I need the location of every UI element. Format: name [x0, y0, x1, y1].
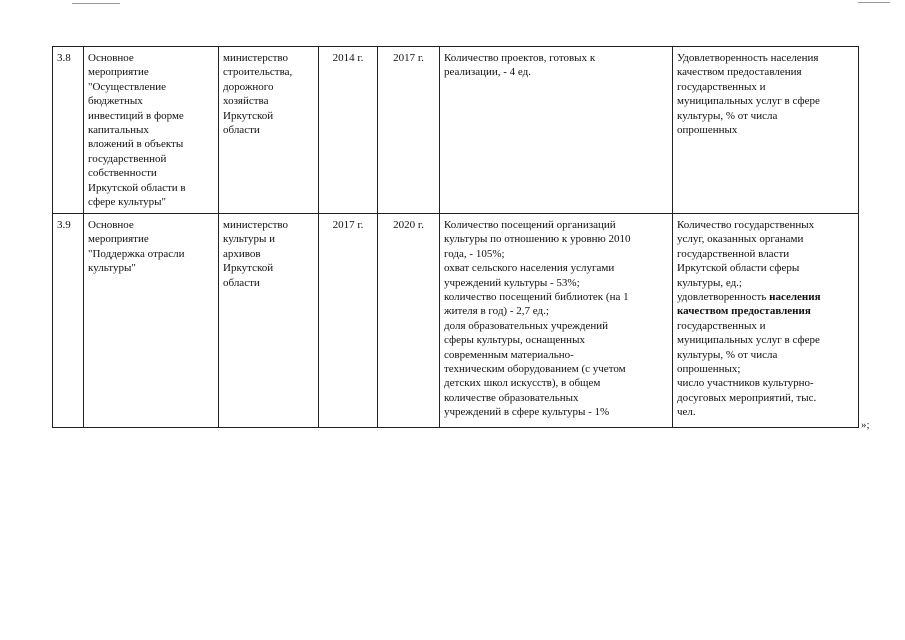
- end-year: 2020 г.: [378, 214, 440, 428]
- indicator-text-part2: государственных и муниципальных услуг в сфере культуры, % от числа опрошенных; число участников культурно- досуговых мероприятий, тыс. чел.: [677, 319, 820, 419]
- expected-result: Количество проектов, готовых к реализации, - 4 ед.: [440, 47, 673, 214]
- row-number: 3.8: [53, 47, 84, 214]
- event-name: Основное мероприятие "Осуществление бюджетных инвестиций в форме капитальных вложений в объекты государственной собственности Иркутской области в сфере культуры": [84, 47, 219, 214]
- closing-quote-mark: »;: [861, 419, 870, 431]
- indicator-text-part1: Количество государственных услуг, оказанных органами государственной власти Иркутской области сферы культуры, ед.; удовлетворенность: [677, 219, 815, 304]
- expected-result: Количество посещений организаций культуры по отношению к уровню 2010 года, - 105%; охват сельского населения услугами учреждений культуры - 53%; количество посещений библиотек (на 1 жителя в год) - 2,7 ед.; доля образовательных учреждений сферы культуры, оснащенных современным материально- техническим оборудованием (с учетом детских школ искусств), в общем количестве образовательных учреждений в сфере культуры - 1%: [440, 214, 673, 428]
- table-row: [53, 214, 859, 428]
- target-indicator: Удовлетворенность населения качеством предоставления государственных и муниципальных услуг в сфере культуры, % от числа опрошенных: [673, 47, 859, 214]
- start-year: 2017 г.: [319, 214, 378, 428]
- executor: министерство строительства, дорожного хозяйства Иркутской области: [219, 47, 319, 214]
- table-row: [53, 47, 859, 214]
- target-indicator: [673, 214, 859, 428]
- program-events-table: [52, 46, 859, 428]
- row-number: 3.9: [53, 214, 84, 428]
- scan-artifact-top-left: [72, 3, 120, 4]
- end-year: 2017 г.: [378, 47, 440, 214]
- executor: министерство культуры и архивов Иркутской области: [219, 214, 319, 428]
- indicator-text-bold: населения качеством предоставления: [677, 291, 821, 318]
- event-name: Основное мероприятие "Поддержка отрасли культуры": [84, 214, 219, 428]
- scan-artifact-top-right: [858, 2, 890, 3]
- start-year: 2014 г.: [319, 47, 378, 214]
